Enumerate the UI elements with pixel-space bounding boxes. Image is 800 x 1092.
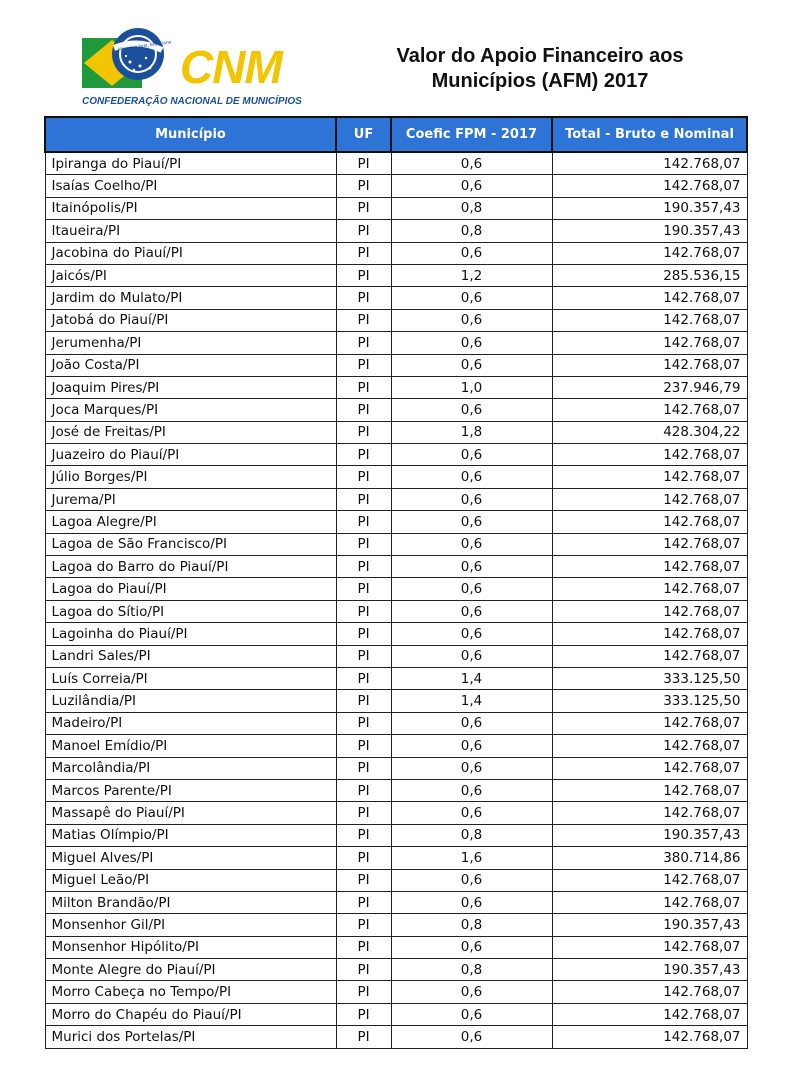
logo-subtitle: CONFEDERAÇÃO NACIONAL DE MUNICÍPIOS xyxy=(82,96,302,107)
table-row xyxy=(45,578,747,600)
cell-uf: PI xyxy=(336,667,391,689)
cell-total: 142.768,07 xyxy=(552,869,747,891)
cell-coefic: 0,6 xyxy=(391,399,552,421)
cell-municipio: João Costa/PI xyxy=(45,354,336,376)
cell-uf: PI xyxy=(336,1003,391,1025)
cell-municipio: Jardim do Mulato/PI xyxy=(45,287,336,309)
cell-coefic: 0,8 xyxy=(391,220,552,242)
cell-uf: PI xyxy=(336,152,391,175)
cell-total: 190.357,43 xyxy=(552,197,747,219)
table-row xyxy=(45,376,747,398)
cell-municipio: Landri Sales/PI xyxy=(45,645,336,667)
column-header-uf: UF xyxy=(336,117,391,152)
cell-municipio: Lagoa do Piauí/PI xyxy=(45,578,336,600)
cell-coefic: 0,6 xyxy=(391,466,552,488)
cell-total: 142.768,07 xyxy=(552,891,747,913)
table-row xyxy=(45,511,747,533)
cell-uf: PI xyxy=(336,981,391,1003)
cell-uf: PI xyxy=(336,556,391,578)
cell-municipio: Matias Olímpio/PI xyxy=(45,824,336,846)
page-title xyxy=(340,44,740,94)
cell-coefic: 0,6 xyxy=(391,1026,552,1048)
cell-coefic: 0,8 xyxy=(391,959,552,981)
cell-total: 142.768,07 xyxy=(552,309,747,331)
cell-total: 142.768,07 xyxy=(552,332,747,354)
cell-total: 142.768,07 xyxy=(552,779,747,801)
table-row xyxy=(45,444,747,466)
cell-coefic: 0,6 xyxy=(391,802,552,824)
cell-total: 333.125,50 xyxy=(552,690,747,712)
cell-uf: PI xyxy=(336,959,391,981)
title-line-2: Municípios (AFM) 2017 xyxy=(431,70,649,92)
column-header-total: Total - Bruto e Nominal xyxy=(552,117,747,152)
cell-coefic: 1,0 xyxy=(391,376,552,398)
cell-uf: PI xyxy=(336,802,391,824)
cell-coefic: 0,6 xyxy=(391,309,552,331)
cell-coefic: 0,6 xyxy=(391,511,552,533)
cell-uf: PI xyxy=(336,1026,391,1048)
cell-total: 142.768,07 xyxy=(552,533,747,555)
cell-uf: PI xyxy=(336,399,391,421)
table-row xyxy=(45,220,747,242)
cell-municipio: Miguel Alves/PI xyxy=(45,847,336,869)
column-header-coefic: Coefic FPM - 2017 xyxy=(391,117,552,152)
cell-total: 237.946,79 xyxy=(552,376,747,398)
table-row xyxy=(45,354,747,376)
table-row xyxy=(45,421,747,443)
cell-coefic: 0,6 xyxy=(391,354,552,376)
table-row xyxy=(45,757,747,779)
cell-coefic: 0,6 xyxy=(391,779,552,801)
cell-total: 142.768,07 xyxy=(552,242,747,264)
cell-uf: PI xyxy=(336,824,391,846)
cell-total: 142.768,07 xyxy=(552,556,747,578)
table-row xyxy=(45,556,747,578)
table-row xyxy=(45,399,747,421)
cell-total: 142.768,07 xyxy=(552,936,747,958)
cell-coefic: 0,6 xyxy=(391,1003,552,1025)
table-row xyxy=(45,466,747,488)
cell-total: 142.768,07 xyxy=(552,712,747,734)
cell-uf: PI xyxy=(336,242,391,264)
table-row xyxy=(45,1026,747,1048)
cell-uf: PI xyxy=(336,712,391,734)
cell-municipio: Lagoa do Sítio/PI xyxy=(45,600,336,622)
cell-coefic: 1,2 xyxy=(391,264,552,286)
cell-total: 428.304,22 xyxy=(552,421,747,443)
cell-uf: PI xyxy=(336,914,391,936)
cell-uf: PI xyxy=(336,600,391,622)
cell-total: 142.768,07 xyxy=(552,802,747,824)
cell-coefic: 0,6 xyxy=(391,600,552,622)
cell-total: 142.768,07 xyxy=(552,287,747,309)
cell-uf: PI xyxy=(336,847,391,869)
cell-municipio: Lagoinha do Piauí/PI xyxy=(45,623,336,645)
table-row xyxy=(45,1003,747,1025)
table-row xyxy=(45,802,747,824)
cell-municipio: Marcos Parente/PI xyxy=(45,779,336,801)
table-row xyxy=(45,667,747,689)
cell-municipio: Morro do Chapéu do Piauí/PI xyxy=(45,1003,336,1025)
cell-total: 142.768,07 xyxy=(552,488,747,510)
cell-total: 285.536,15 xyxy=(552,264,747,286)
cell-coefic: 0,6 xyxy=(391,757,552,779)
cell-total: 142.768,07 xyxy=(552,757,747,779)
cell-municipio: Lagoa do Barro do Piauí/PI xyxy=(45,556,336,578)
cell-municipio: Monsenhor Hipólito/PI xyxy=(45,936,336,958)
cell-coefic: 0,6 xyxy=(391,152,552,175)
table-row xyxy=(45,847,747,869)
cell-municipio: Juazeiro do Piauí/PI xyxy=(45,444,336,466)
cell-coefic: 1,8 xyxy=(391,421,552,443)
cell-municipio: Jacobina do Piauí/PI xyxy=(45,242,336,264)
cell-municipio: Miguel Leão/PI xyxy=(45,869,336,891)
cell-municipio: Jatobá do Piauí/PI xyxy=(45,309,336,331)
cell-uf: PI xyxy=(336,533,391,555)
cell-coefic: 0,6 xyxy=(391,936,552,958)
cell-total: 142.768,07 xyxy=(552,152,747,175)
logo-banner: Município forte, Brasil forte xyxy=(117,39,172,52)
cell-coefic: 0,6 xyxy=(391,891,552,913)
cell-uf: PI xyxy=(336,623,391,645)
cell-coefic: 0,8 xyxy=(391,824,552,846)
cell-uf: PI xyxy=(336,376,391,398)
table-row xyxy=(45,914,747,936)
cell-municipio: Lagoa Alegre/PI xyxy=(45,511,336,533)
cell-total: 142.768,07 xyxy=(552,578,747,600)
cell-municipio: Morro Cabeça no Tempo/PI xyxy=(45,981,336,1003)
logo-text: CNM xyxy=(180,41,282,93)
table-header-row xyxy=(45,117,747,152)
table-row xyxy=(45,242,747,264)
cell-municipio: Itaueira/PI xyxy=(45,220,336,242)
cell-coefic: 0,6 xyxy=(391,712,552,734)
cell-coefic: 0,6 xyxy=(391,623,552,645)
cell-municipio: Itainópolis/PI xyxy=(45,197,336,219)
cell-uf: PI xyxy=(336,197,391,219)
cell-uf: PI xyxy=(336,444,391,466)
cnm-logo xyxy=(80,24,300,112)
cell-total: 142.768,07 xyxy=(552,1026,747,1048)
cell-coefic: 0,6 xyxy=(391,578,552,600)
cell-municipio: Murici dos Portelas/PI xyxy=(45,1026,336,1048)
table-row xyxy=(45,488,747,510)
cell-coefic: 0,6 xyxy=(391,332,552,354)
cell-uf: PI xyxy=(336,488,391,510)
cell-total: 142.768,07 xyxy=(552,735,747,757)
cell-municipio: Jurema/PI xyxy=(45,488,336,510)
cell-municipio: José de Freitas/PI xyxy=(45,421,336,443)
table-row xyxy=(45,712,747,734)
table-row xyxy=(45,533,747,555)
cell-coefic: 0,8 xyxy=(391,914,552,936)
table-row xyxy=(45,600,747,622)
cell-municipio: Monsenhor Gil/PI xyxy=(45,914,336,936)
table-row xyxy=(45,197,747,219)
cell-total: 142.768,07 xyxy=(552,645,747,667)
cell-uf: PI xyxy=(336,936,391,958)
table-row xyxy=(45,869,747,891)
table-row xyxy=(45,309,747,331)
cell-total: 142.768,07 xyxy=(552,354,747,376)
cell-total: 190.357,43 xyxy=(552,914,747,936)
cell-uf: PI xyxy=(336,779,391,801)
table-row xyxy=(45,891,747,913)
cell-uf: PI xyxy=(336,757,391,779)
table-row xyxy=(45,623,747,645)
table-row xyxy=(45,981,747,1003)
table-row xyxy=(45,332,747,354)
cell-coefic: 1,4 xyxy=(391,690,552,712)
title-line-1: Valor do Apoio Financeiro aos xyxy=(396,45,684,67)
cell-total: 142.768,07 xyxy=(552,623,747,645)
cell-total: 190.357,43 xyxy=(552,220,747,242)
cell-coefic: 1,6 xyxy=(391,847,552,869)
cell-municipio: Joaquim Pires/PI xyxy=(45,376,336,398)
cell-uf: PI xyxy=(336,421,391,443)
cell-coefic: 0,6 xyxy=(391,645,552,667)
cell-municipio: Manoel Emídio/PI xyxy=(45,735,336,757)
cell-municipio: Luís Correia/PI xyxy=(45,667,336,689)
afm-table xyxy=(44,116,748,1049)
table-row xyxy=(45,936,747,958)
cell-total: 190.357,43 xyxy=(552,959,747,981)
table-row xyxy=(45,735,747,757)
table-row xyxy=(45,645,747,667)
table-row xyxy=(45,264,747,286)
cell-coefic: 0,6 xyxy=(391,242,552,264)
table-row xyxy=(45,779,747,801)
table-row xyxy=(45,287,747,309)
table-row xyxy=(45,824,747,846)
cell-uf: PI xyxy=(336,264,391,286)
cell-uf: PI xyxy=(336,309,391,331)
cell-coefic: 0,6 xyxy=(391,869,552,891)
cell-uf: PI xyxy=(336,735,391,757)
cell-coefic: 1,4 xyxy=(391,667,552,689)
cell-total: 142.768,07 xyxy=(552,399,747,421)
cell-municipio: Ipiranga do Piauí/PI xyxy=(45,152,336,175)
cell-municipio: Júlio Borges/PI xyxy=(45,466,336,488)
cell-municipio: Lagoa de São Francisco/PI xyxy=(45,533,336,555)
cell-municipio: Isaías Coelho/PI xyxy=(45,175,336,197)
table-row xyxy=(45,175,747,197)
cell-coefic: 0,6 xyxy=(391,287,552,309)
cell-uf: PI xyxy=(336,220,391,242)
cell-uf: PI xyxy=(336,578,391,600)
cell-municipio: Jaicós/PI xyxy=(45,264,336,286)
brazil-flag-logo-icon xyxy=(80,24,190,96)
cell-coefic: 0,6 xyxy=(391,556,552,578)
cell-municipio: Madeiro/PI xyxy=(45,712,336,734)
cell-total: 142.768,07 xyxy=(552,1003,747,1025)
cell-total: 142.768,07 xyxy=(552,175,747,197)
cell-uf: PI xyxy=(336,869,391,891)
cell-municipio: Marcolândia/PI xyxy=(45,757,336,779)
cell-coefic: 0,6 xyxy=(391,533,552,555)
cell-coefic: 0,8 xyxy=(391,197,552,219)
cell-coefic: 0,6 xyxy=(391,488,552,510)
table-row xyxy=(45,690,747,712)
cell-municipio: Monte Alegre do Piauí/PI xyxy=(45,959,336,981)
table-row xyxy=(45,152,747,175)
cell-uf: PI xyxy=(336,690,391,712)
cell-total: 190.357,43 xyxy=(552,824,747,846)
cell-municipio: Joca Marques/PI xyxy=(45,399,336,421)
cell-uf: PI xyxy=(336,511,391,533)
cell-total: 142.768,07 xyxy=(552,600,747,622)
cell-uf: PI xyxy=(336,466,391,488)
cell-uf: PI xyxy=(336,645,391,667)
cell-municipio: Jerumenha/PI xyxy=(45,332,336,354)
cell-municipio: Milton Brandão/PI xyxy=(45,891,336,913)
table-row xyxy=(45,959,747,981)
cell-municipio: Massapê do Piauí/PI xyxy=(45,802,336,824)
cell-coefic: 0,6 xyxy=(391,735,552,757)
cell-total: 142.768,07 xyxy=(552,511,747,533)
cell-uf: PI xyxy=(336,354,391,376)
cell-uf: PI xyxy=(336,287,391,309)
cell-total: 142.768,07 xyxy=(552,981,747,1003)
column-header-municipio: Município xyxy=(45,117,336,152)
cell-coefic: 0,6 xyxy=(391,444,552,466)
cell-coefic: 0,6 xyxy=(391,981,552,1003)
cell-uf: PI xyxy=(336,332,391,354)
cell-total: 142.768,07 xyxy=(552,466,747,488)
cell-uf: PI xyxy=(336,891,391,913)
cell-municipio: Luzilândia/PI xyxy=(45,690,336,712)
cell-uf: PI xyxy=(336,175,391,197)
cell-total: 333.125,50 xyxy=(552,667,747,689)
table-body xyxy=(45,152,747,1048)
cell-total: 142.768,07 xyxy=(552,444,747,466)
cell-total: 380.714,86 xyxy=(552,847,747,869)
cell-coefic: 0,6 xyxy=(391,175,552,197)
